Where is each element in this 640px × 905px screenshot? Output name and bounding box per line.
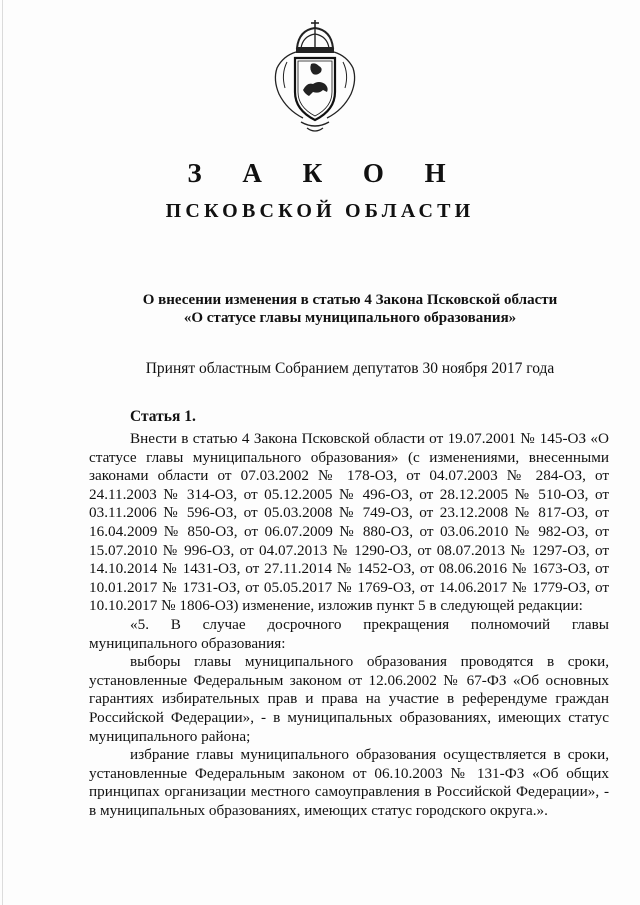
subject-line-1: О внесении изменения в статью 4 Закона Псковской области [142, 292, 558, 308]
law-subject [120, 291, 580, 327]
article-paragraph: избрание главы муниципального образования осуществляется в сроки, установленные Федеральным законом от 06.10.2003 № 131-ФЗ «Об общих принципах организации местного самоуправления в Российской Федерации», - в муниципальных образованиях, имеющих статус городского округа.». [89, 746, 609, 819]
article-paragraph: «5. В случае досрочного прекращения полномочий главы муниципального образования: [89, 615, 609, 652]
law-region: ПСКОВСКОЙ ОБЛАСТИ [165, 200, 475, 222]
article-heading: Статья 1. [130, 408, 196, 425]
law-title: З А К О Н [187, 158, 463, 188]
adoption-note: Принят областным Собранием депутатов 30 ноября 2017 года [145, 360, 555, 377]
article-paragraph: Внести в статью 4 Закона Псковской области от 19.07.2001 № 145-ОЗ «О статусе главы муниципального образования» (с изменениями, внесенными законами области от 07.03.2002 № 178-ОЗ, от 04.07.2003 № 284-ОЗ, от 24.11.2003 № 314-ОЗ, от 05.12.2005 № 496-ОЗ, от 28.12.2005 № 510-ОЗ, от 03.11.2006 № 596-ОЗ, от 05.03.2008 № 749-ОЗ, от 23.12.2008 № 817-ОЗ, от 16.04.2009 № 850-ОЗ, от 06.07.2009 № 880-ОЗ, от 03.06.2010 № 982-ОЗ, от 15.07.2010 № 996-ОЗ, от 04.07.2013 № 1290-ОЗ, от 08.07.2013 № 1297-ОЗ, от 14.10.2014 № 1431-ОЗ, от 27.11.2014 № 1452-ОЗ, от 08.06.2016 № 1673-ОЗ, от 10.01.2017 № 1731-ОЗ, от 05.05.2017 № 1769-ОЗ, от 14.06.2017 № 1779-ОЗ, от 10.10.2017 № 1806-ОЗ) изменение, изложив пункт 5 в следующей редакции: [89, 430, 609, 615]
article-body [89, 430, 609, 820]
subject-line-2: «О статусе главы муниципального образования» [183, 310, 517, 326]
pskov-coat-of-arms-icon [263, 18, 367, 138]
scan-edge [2, 0, 3, 905]
article-paragraph: выборы главы муниципального образования проводятся в сроки, установленные Федеральным законом от 12.06.2002 № 67-ФЗ «Об основных гарантиях избирательных прав и права на участие в референдуме граждан Российской Федерации», - в муниципальных образованиях, имеющих статус муниципального района; [89, 653, 609, 745]
